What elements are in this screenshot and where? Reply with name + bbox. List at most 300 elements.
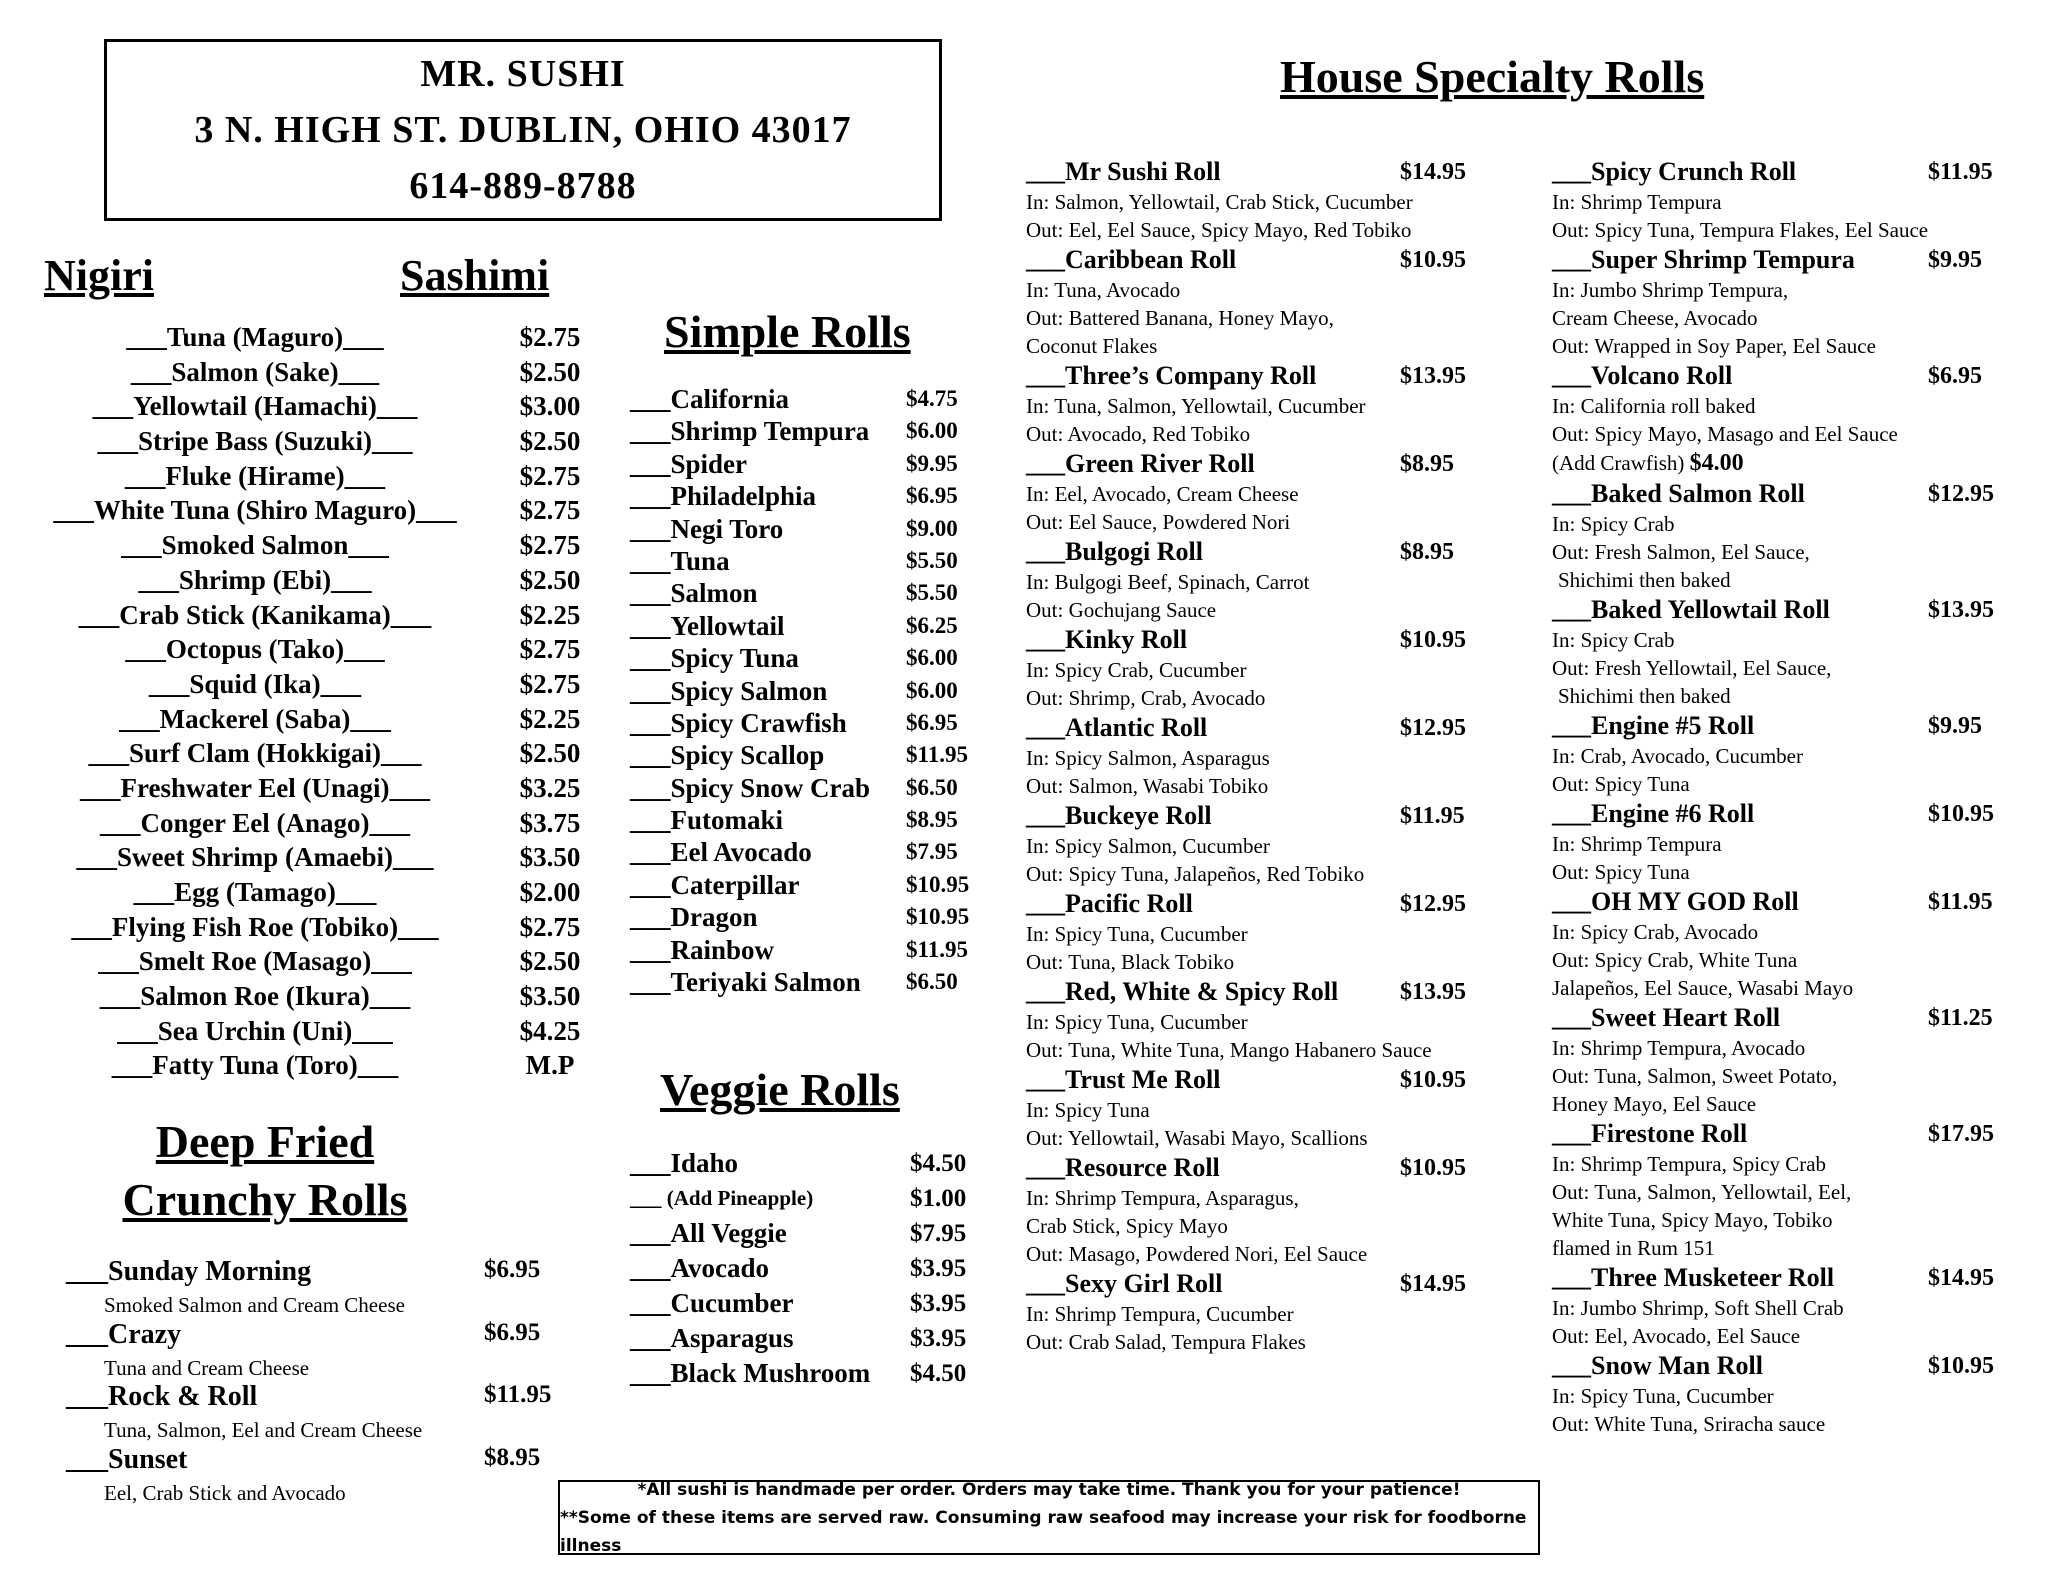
specialty-roll-name: ___Engine #5 Roll [1552,711,1755,740]
specialty-roll-detail: In: Shrimp Tempura [1552,832,1722,856]
nigiri-item-price: $2.75 [519,634,581,665]
simple-roll-name: ___Caterpillar [630,869,800,900]
specialty-roll-detail: In: Spicy Crab, Cucumber [1026,658,1247,682]
veggie-roll-price: $4.50 [910,1150,967,1177]
simple-roll-price: $6.50 [906,969,958,995]
specialty-roll-detail: Out: Tuna, White Tuna, Mango Habanero Sauce [1026,1038,1432,1062]
nigiri-item-name: ___Tuna (Maguro)___ [126,322,384,352]
veggie-roll-name: ___Idaho [630,1148,739,1178]
nigiri-item-price: $4.25 [519,1015,581,1046]
sashimi-heading: Sashimi [400,251,550,300]
addon-label: (Add Crawfish) [1552,451,1685,475]
nigiri-item [30,771,600,806]
veggie-roll-name: ___Black Mushroom [630,1358,871,1388]
specialty-roll-name: ___Caribbean Roll [1026,245,1237,274]
simple-roll-name: ___Rainbow [630,934,775,965]
simple-roll-price: $11.95 [906,936,968,962]
nigiri-item-name: ___Shrimp (Ebi)___ [138,564,372,595]
specialty-roll [1552,1002,2048,1118]
restaurant-phone: 614-889-8788 [409,165,637,207]
specialty-roll-price: $13.95 [1928,597,1994,623]
nigiri-item-price: $3.25 [519,772,581,803]
simple-roll-name: ___Spicy Snow Crab [630,772,871,803]
simple-roll-price: $10.95 [906,871,970,897]
specialty-roll-detail: In: Shrimp Tempura, Avocado [1552,1036,1806,1060]
specialty-roll [1026,536,1526,624]
deep-fried-item-description: Eel, Crab Stick and Avocado [104,1480,346,1505]
specialty-roll-detail: flamed in Rum 151 [1552,1236,1715,1260]
specialty-roll [1026,976,1526,1064]
specialty-roll-price: $14.95 [1400,159,1466,185]
specialty-roll-price: $6.95 [1928,363,1982,389]
specialty-roll-detail: Cream Cheese, Avocado [1552,306,1758,330]
veggie-roll-price: $3.95 [910,1255,967,1282]
nigiri-item [30,528,600,563]
specialty-roll-detail: In: Spicy Crab, Avocado [1552,920,1759,944]
nigiri-item-price: $2.50 [519,946,581,977]
simple-roll-price: $6.95 [906,709,958,735]
specialty-roll-detail: In: California roll baked [1552,394,1756,418]
deep-fried-item-price: $6.95 [484,1256,541,1283]
nigiri-item [30,632,600,667]
specialty-roll-detail: Out: White Tuna, Sriracha sauce [1552,1412,1826,1436]
specialty-roll-name: ___Super Shrimp Tempura [1552,245,1855,274]
nigiri-item [30,320,600,355]
simple-roll-item [630,772,980,804]
nigiri-item-name: ___Stripe Bass (Suzuki)___ [97,426,413,457]
simple-roll-price: $9.00 [906,515,958,541]
simple-roll-item [630,415,980,447]
simple-roll-item [630,448,980,480]
nigiri-item [30,806,600,841]
specialty-roll-detail: Shichimi then baked [1558,684,1731,708]
nigiri-item-name: ___Conger Eel (Anago)___ [100,807,410,838]
specialty-roll-price: $17.95 [1928,1121,1994,1147]
nigiri-item-name: ___Octopus (Tako)___ [125,634,385,665]
specialty-roll [1026,888,1526,976]
veggie-roll-price: $3.95 [910,1290,967,1317]
nigiri-item-name: ___Egg (Tamago)___ [133,877,377,907]
deep-fried-item-name: ___Crazy [66,1318,182,1350]
simple-roll-item [630,675,980,707]
veggie-roll-name: ___Avocado [630,1253,769,1283]
simple-roll-item [630,513,980,545]
specialty-roll-name: ___Resource Roll [1026,1153,1220,1182]
specialty-roll-detail: Out: Gochujang Sauce [1026,598,1217,622]
nigiri-item-name: ___Fluke (Hirame)___ [124,460,386,491]
nigiri-item-price: $2.75 [519,460,581,491]
deep-fried-item [66,1319,586,1382]
specialty-roll [1552,244,2048,360]
deep-fried-item-name: ___Rock & Roll [66,1381,258,1412]
simple-roll-item [630,901,980,933]
veggie-roll-item [630,1251,990,1286]
deep-fried-heading-line2: Crunchy Rolls [122,1174,408,1225]
specialty-roll-detail: Out: Tuna, Black Tobiko [1026,950,1235,974]
nigiri-item-price: $2.25 [519,599,581,630]
nigiri-item-price: $2.75 [519,530,581,561]
specialty-roll-detail: In: Bulgogi Beef, Spinach, Carrot [1026,570,1310,594]
deep-fried-item-description: Tuna and Cream Cheese [104,1355,310,1380]
specialty-roll-price: $11.95 [1928,889,1993,915]
specialty-roll-detail: In: Shrimp Tempura, Cucumber [1026,1302,1294,1326]
specialty-roll [1026,1152,1526,1268]
nigiri-item-price: $2.50 [519,564,581,595]
simple-roll-item [630,869,980,901]
specialty-roll-detail: In: Spicy Tuna, Cucumber [1026,1010,1248,1034]
specialty-roll-name: ___Sexy Girl Roll [1026,1269,1223,1298]
veggie-roll-name: ___Cucumber [630,1288,794,1318]
specialty-roll-detail: Out: Yellowtail, Wasabi Mayo, Scallions [1026,1126,1368,1150]
specialty-roll-addon [1552,448,2048,478]
specialty-roll-name: ___Spicy Crunch Roll [1552,157,1797,186]
veggie-rolls-heading: Veggie Rolls [660,1064,900,1115]
specialty-roll-detail: Out: Shrimp, Crab, Avocado [1026,686,1266,710]
specialty-roll [1552,886,2048,1002]
nigiri-item [30,355,600,390]
nigiri-item [30,702,600,737]
specialty-roll-detail: In: Shrimp Tempura [1552,190,1722,214]
specialty-roll-name: ___Firestone Roll [1552,1119,1748,1148]
deep-fried-item-price: $6.95 [484,1318,541,1346]
addon-price: $4.00 [1689,450,1744,476]
specialty-roll-detail: In: Shrimp Tempura, Asparagus, [1026,1186,1299,1210]
specialty-roll-detail: Out: Spicy Tuna, Jalapeños, Red Tobiko [1026,862,1365,886]
nigiri-item [30,493,600,528]
nigiri-item [30,598,600,633]
simple-roll-name: ___Spicy Crawfish [630,707,847,738]
specialty-roll-price: $9.95 [1928,713,1982,739]
specialty-roll-price: $10.95 [1400,627,1466,653]
nigiri-item-name: ___Yellowtail (Hamachi)___ [92,391,418,422]
simple-roll-name: ___Eel Avocado [630,837,812,868]
specialty-roll-price: $13.95 [1400,979,1466,1005]
specialty-roll [1552,360,2048,478]
specialty-roll-name: ___Atlantic Roll [1026,713,1208,742]
deep-fried-item [66,1444,586,1507]
simple-roll-price: $10.95 [906,904,970,930]
restaurant-name: MR. SUSHI [420,53,626,95]
nigiri-item-name: ___Squid (Ika)___ [148,668,362,699]
specialty-roll-detail: Crab Stick, Spicy Mayo [1026,1214,1228,1238]
simple-roll-name: ___Salmon [630,578,758,609]
veggie-roll-item [630,1321,990,1356]
simple-rolls-list [630,383,980,998]
nigiri-item-price: M.P [525,1050,575,1081]
simple-roll-name: ___Dragon [630,902,758,933]
nigiri-item-price: $2.50 [519,356,581,387]
specialty-roll-price: $12.95 [1928,481,1994,507]
specialty-roll-detail: In: Shrimp Tempura, Spicy Crab [1552,1152,1827,1176]
specialty-roll-detail: Out: Fresh Salmon, Eel Sauce, [1552,540,1810,564]
simple-roll-name: ___Teriyaki Salmon [630,967,861,998]
nigiri-item-price: $3.00 [519,391,581,422]
nigiri-item-price: $3.50 [519,842,581,873]
specialty-roll [1552,710,2048,798]
specialty-roll-detail: Coconut Flakes [1026,334,1158,358]
nigiri-heading: Nigiri [44,251,154,300]
nigiri-item [30,944,600,979]
specialty-roll-detail: White Tuna, Spicy Mayo, Tobiko [1552,1208,1833,1232]
specialty-roll-detail: In: Spicy Salmon, Cucumber [1026,834,1270,858]
simple-roll-price: $6.00 [906,418,958,444]
house-specialty-column-1 [1026,156,1526,1356]
nigiri-item-price: $3.75 [519,807,581,838]
specialty-roll-detail: In: Spicy Salmon, Asparagus [1026,746,1270,770]
nigiri-item [30,910,600,945]
nigiri-item-price: $2.25 [519,703,581,734]
nigiri-item-price: $2.75 [519,495,581,526]
nigiri-item [30,1048,600,1083]
nigiri-item-price: $2.50 [519,426,581,457]
simple-roll-item [630,934,980,966]
specialty-roll-name: ___Volcano Roll [1552,361,1733,390]
specialty-roll [1026,800,1526,888]
specialty-roll-price: $14.95 [1400,1271,1466,1297]
specialty-roll-price: $13.95 [1400,363,1466,389]
deep-fried-item [66,1256,586,1319]
specialty-roll-price: $11.25 [1928,1005,1993,1031]
specialty-roll-detail: In: Spicy Crab [1552,628,1675,652]
nigiri-item-name: ___Crab Stick (Kanikama)___ [78,599,432,630]
nigiri-item [30,875,600,910]
notice-line-2: **Some of these items are served raw. Consuming raw seafood may increase your risk for foodborne illness [560,1507,1527,1556]
veggie-rolls-list [630,1146,990,1391]
specialty-roll [1552,1118,2048,1262]
nigiri-item-price: $2.75 [519,911,581,942]
specialty-roll [1026,712,1526,800]
specialty-roll-detail: Out: Avocado, Red Tobiko [1026,422,1251,446]
specialty-roll [1026,1268,1526,1356]
simple-roll-price: $6.25 [906,612,958,638]
specialty-roll-price: $10.95 [1400,1155,1466,1181]
specialty-roll [1026,244,1526,360]
simple-roll-name: ___Spicy Tuna [630,643,799,674]
house-specialty-column-2 [1552,156,2048,1438]
nigiri-item-name: ___Smelt Roe (Masago)___ [98,946,412,977]
specialty-roll [1552,1262,2048,1350]
simple-rolls-heading: Simple Rolls [664,306,911,357]
specialty-roll-name: ___OH MY GOD Roll [1552,887,1799,916]
simple-roll-item [630,707,980,739]
simple-roll-name: ___Philadelphia [630,481,817,512]
allergy-notice [558,1480,1540,1555]
specialty-roll-price: $12.95 [1400,715,1466,741]
nigiri-item [30,424,600,459]
specialty-roll-name: ___Snow Man Roll [1552,1351,1763,1380]
restaurant-address: 3 N. HIGH ST. DUBLIN, OHIO 43017 [194,109,852,151]
specialty-roll-detail: In: Spicy Tuna [1026,1098,1150,1122]
specialty-roll-name: ___Buckeye Roll [1026,801,1212,830]
veggie-roll-name: ___ (Add Pineapple) [630,1186,814,1210]
specialty-roll [1026,448,1526,536]
nigiri-item [30,840,600,875]
specialty-roll-name: ___Red, White & Spicy Roll [1026,977,1339,1006]
specialty-roll-detail: In: Tuna, Avocado [1026,278,1181,302]
nigiri-item-price: $2.00 [519,877,581,907]
nigiri-item-name: ___Sea Urchin (Uni)___ [117,1015,393,1046]
simple-roll-item [630,642,980,674]
specialty-roll-name: ___Trust Me Roll [1026,1065,1221,1094]
veggie-roll-item [630,1216,990,1251]
specialty-roll [1552,156,2048,244]
nigiri-item-price: $2.75 [519,668,581,699]
simple-roll-name: ___Spicy Salmon [630,675,828,706]
specialty-roll-price: $8.95 [1400,539,1454,565]
specialty-roll-price: $10.95 [1928,801,1994,827]
specialty-roll-detail: Out: Eel Sauce, Powdered Nori [1026,510,1291,534]
simple-roll-item [630,577,980,609]
veggie-roll-name: ___All Veggie [630,1218,787,1248]
simple-roll-price: $8.95 [906,807,958,833]
notice-line-1: *All sushi is handmade per order. Orders may take time. Thank you for your patience! [637,1479,1461,1500]
specialty-roll-name: ___Sweet Heart Roll [1552,1003,1781,1032]
specialty-roll-detail: Honey Mayo, Eel Sauce [1552,1092,1757,1116]
simple-roll-price: $6.00 [906,645,958,671]
simple-roll-name: ___Futomaki [630,805,784,836]
veggie-roll-item [630,1356,990,1391]
simple-roll-price: $4.75 [906,386,958,411]
deep-fried-item-name: ___Sunday Morning [66,1256,312,1287]
simple-roll-item [630,383,980,415]
nigiri-item-name: ___Mackerel (Saba)___ [119,703,391,734]
specialty-roll-detail: Out: Crab Salad, Tempura Flakes [1026,1330,1306,1354]
nigiri-item [30,736,600,771]
specialty-roll-price: $10.95 [1928,1353,1994,1379]
specialty-roll-price: $10.95 [1400,1067,1466,1093]
nigiri-item-name: ___Salmon (Sake)___ [130,356,380,387]
veggie-roll-price: $4.50 [910,1360,967,1387]
simple-roll-name: ___Yellowtail [630,610,785,641]
nigiri-item [30,1014,600,1049]
specialty-roll-name: ___Mr Sushi Roll [1026,157,1221,186]
veggie-roll-price: $3.95 [910,1325,967,1352]
specialty-roll-detail: Out: Masago, Powdered Nori, Eel Sauce [1026,1242,1368,1266]
specialty-roll-price: $11.95 [1400,803,1465,829]
specialty-roll-price: $10.95 [1400,247,1466,273]
simple-roll-item [630,610,980,642]
specialty-roll [1552,798,2048,886]
simple-roll-price: $5.50 [906,547,958,573]
deep-fried-item-price: $11.95 [484,1381,552,1408]
nigiri-item-name: ___Fatty Tuna (Toro)___ [111,1050,399,1081]
nigiri-item-name: ___Flying Fish Roe (Tobiko)___ [71,911,439,942]
specialty-roll-name: ___Pacific Roll [1026,889,1193,918]
specialty-roll [1552,594,2048,710]
simple-roll-name: ___Spicy Scallop [630,740,825,771]
nigiri-item-price: $2.75 [519,322,581,352]
specialty-roll-price: $12.95 [1400,891,1466,917]
specialty-roll-detail: Jalapeños, Eel Sauce, Wasabi Mayo [1552,976,1854,1000]
specialty-roll-name: ___Engine #6 Roll [1552,799,1755,828]
simple-roll-price: $9.95 [906,450,958,476]
specialty-roll-detail: Out: Wrapped in Soy Paper, Eel Sauce [1552,334,1876,358]
specialty-roll-name: ___Three Musketeer Roll [1552,1263,1835,1292]
specialty-roll [1026,1064,1526,1152]
specialty-roll-name: ___Bulgogi Roll [1026,537,1203,566]
veggie-roll-name: ___Asparagus [630,1323,794,1353]
simple-roll-item [630,836,980,868]
specialty-roll-detail: In: Jumbo Shrimp Tempura, [1552,278,1789,302]
specialty-roll-detail: In: Salmon, Yellowtail, Crab Stick, Cucumber [1026,190,1413,214]
simple-roll-item [630,804,980,836]
deep-fried-item-description: Tuna, Salmon, Eel and Cream Cheese [104,1418,423,1442]
simple-roll-name: ___Negi Toro [630,513,784,544]
simple-roll-price: $5.50 [906,580,958,606]
veggie-roll-price: $1.00 [910,1185,967,1212]
specialty-roll-price: $9.95 [1928,247,1982,273]
specialty-roll-detail: In: Eel, Avocado, Cream Cheese [1026,482,1299,506]
nigiri-item-name: ___Freshwater Eel (Unagi)___ [80,772,430,803]
nigiri-item-price: $2.50 [519,738,581,769]
simple-roll-item [630,545,980,577]
simple-roll-price: $6.50 [906,774,958,800]
specialty-roll-name: ___Baked Salmon Roll [1552,479,1805,508]
specialty-roll-name: ___Three’s Company Roll [1026,361,1317,390]
specialty-roll-detail: In: Spicy Tuna, Cucumber [1552,1384,1774,1408]
specialty-roll [1026,360,1526,448]
simple-roll-name: ___Tuna [630,545,730,576]
deep-fried-item [66,1381,586,1444]
specialty-roll-price: $8.95 [1400,451,1454,477]
specialty-roll-name: ___Green River Roll [1026,449,1255,478]
simple-roll-item [630,739,980,771]
specialty-roll-price: $14.95 [1928,1265,1994,1291]
specialty-roll [1026,624,1526,712]
specialty-roll [1026,156,1526,244]
veggie-roll-item [630,1286,990,1321]
specialty-roll-detail: Out: Salmon, Wasabi Tobiko [1026,774,1269,798]
nigiri-item [30,459,600,494]
nigiri-item-price: $3.50 [519,981,581,1012]
veggie-roll-price: $7.95 [910,1220,967,1247]
specialty-roll-detail: Out: Spicy Tuna [1552,860,1690,884]
simple-roll-price: $11.95 [906,742,968,768]
specialty-roll-detail: Out: Spicy Tuna, Tempura Flakes, Eel Sauce [1552,218,1929,242]
nigiri-item [30,389,600,424]
specialty-roll-detail: Out: Tuna, Salmon, Sweet Potato, [1552,1064,1838,1088]
specialty-roll-detail: In: Spicy Crab [1552,512,1675,536]
house-specialty-heading: House Specialty Rolls [1280,51,1705,102]
nigiri-item-name: ___Salmon Roe (Ikura)___ [99,981,411,1012]
nigiri-item [30,979,600,1014]
nigiri-item-name: ___Sweet Shrimp (Amaebi)___ [76,842,434,873]
specialty-roll-detail: Out: Spicy Tuna [1552,772,1690,796]
deep-fried-list [66,1256,586,1506]
specialty-roll [1552,478,2048,594]
veggie-roll-item [630,1181,990,1216]
veggie-roll-item [630,1146,990,1181]
specialty-roll-detail: Out: Spicy Mayo, Masago and Eel Sauce [1552,422,1898,446]
deep-fried-heading-line1: Deep Fried [155,1116,375,1167]
specialty-roll-price: $11.95 [1928,159,1993,185]
specialty-roll-detail: Out: Eel, Avocado, Eel Sauce [1552,1324,1801,1348]
specialty-roll-detail: Out: Tuna, Salmon, Yellowtail, Eel, [1552,1180,1852,1204]
specialty-roll-name: ___Kinky Roll [1026,625,1188,654]
deep-fried-item-description: Smoked Salmon and Cream Cheese [104,1293,405,1317]
specialty-roll-detail: Out: Battered Banana, Honey Mayo, [1026,306,1334,330]
specialty-roll-detail: In: Spicy Tuna, Cucumber [1026,922,1248,946]
specialty-roll-name: ___Baked Yellowtail Roll [1552,595,1830,624]
nigiri-item-name: ___White Tuna (Shiro Maguro)___ [53,495,457,526]
specialty-roll-detail: In: Crab, Avocado, Cucumber [1552,744,1803,768]
simple-roll-price: $7.95 [906,839,958,865]
deep-fried-item-name: ___Sunset [66,1443,188,1475]
specialty-roll-detail: In: Tuna, Salmon, Yellowtail, Cucumber [1026,394,1366,418]
specialty-roll-detail: Out: Eel, Eel Sauce, Spicy Mayo, Red Tobiko [1026,218,1412,242]
nigiri-item [30,667,600,702]
simple-roll-price: $6.95 [906,483,958,509]
